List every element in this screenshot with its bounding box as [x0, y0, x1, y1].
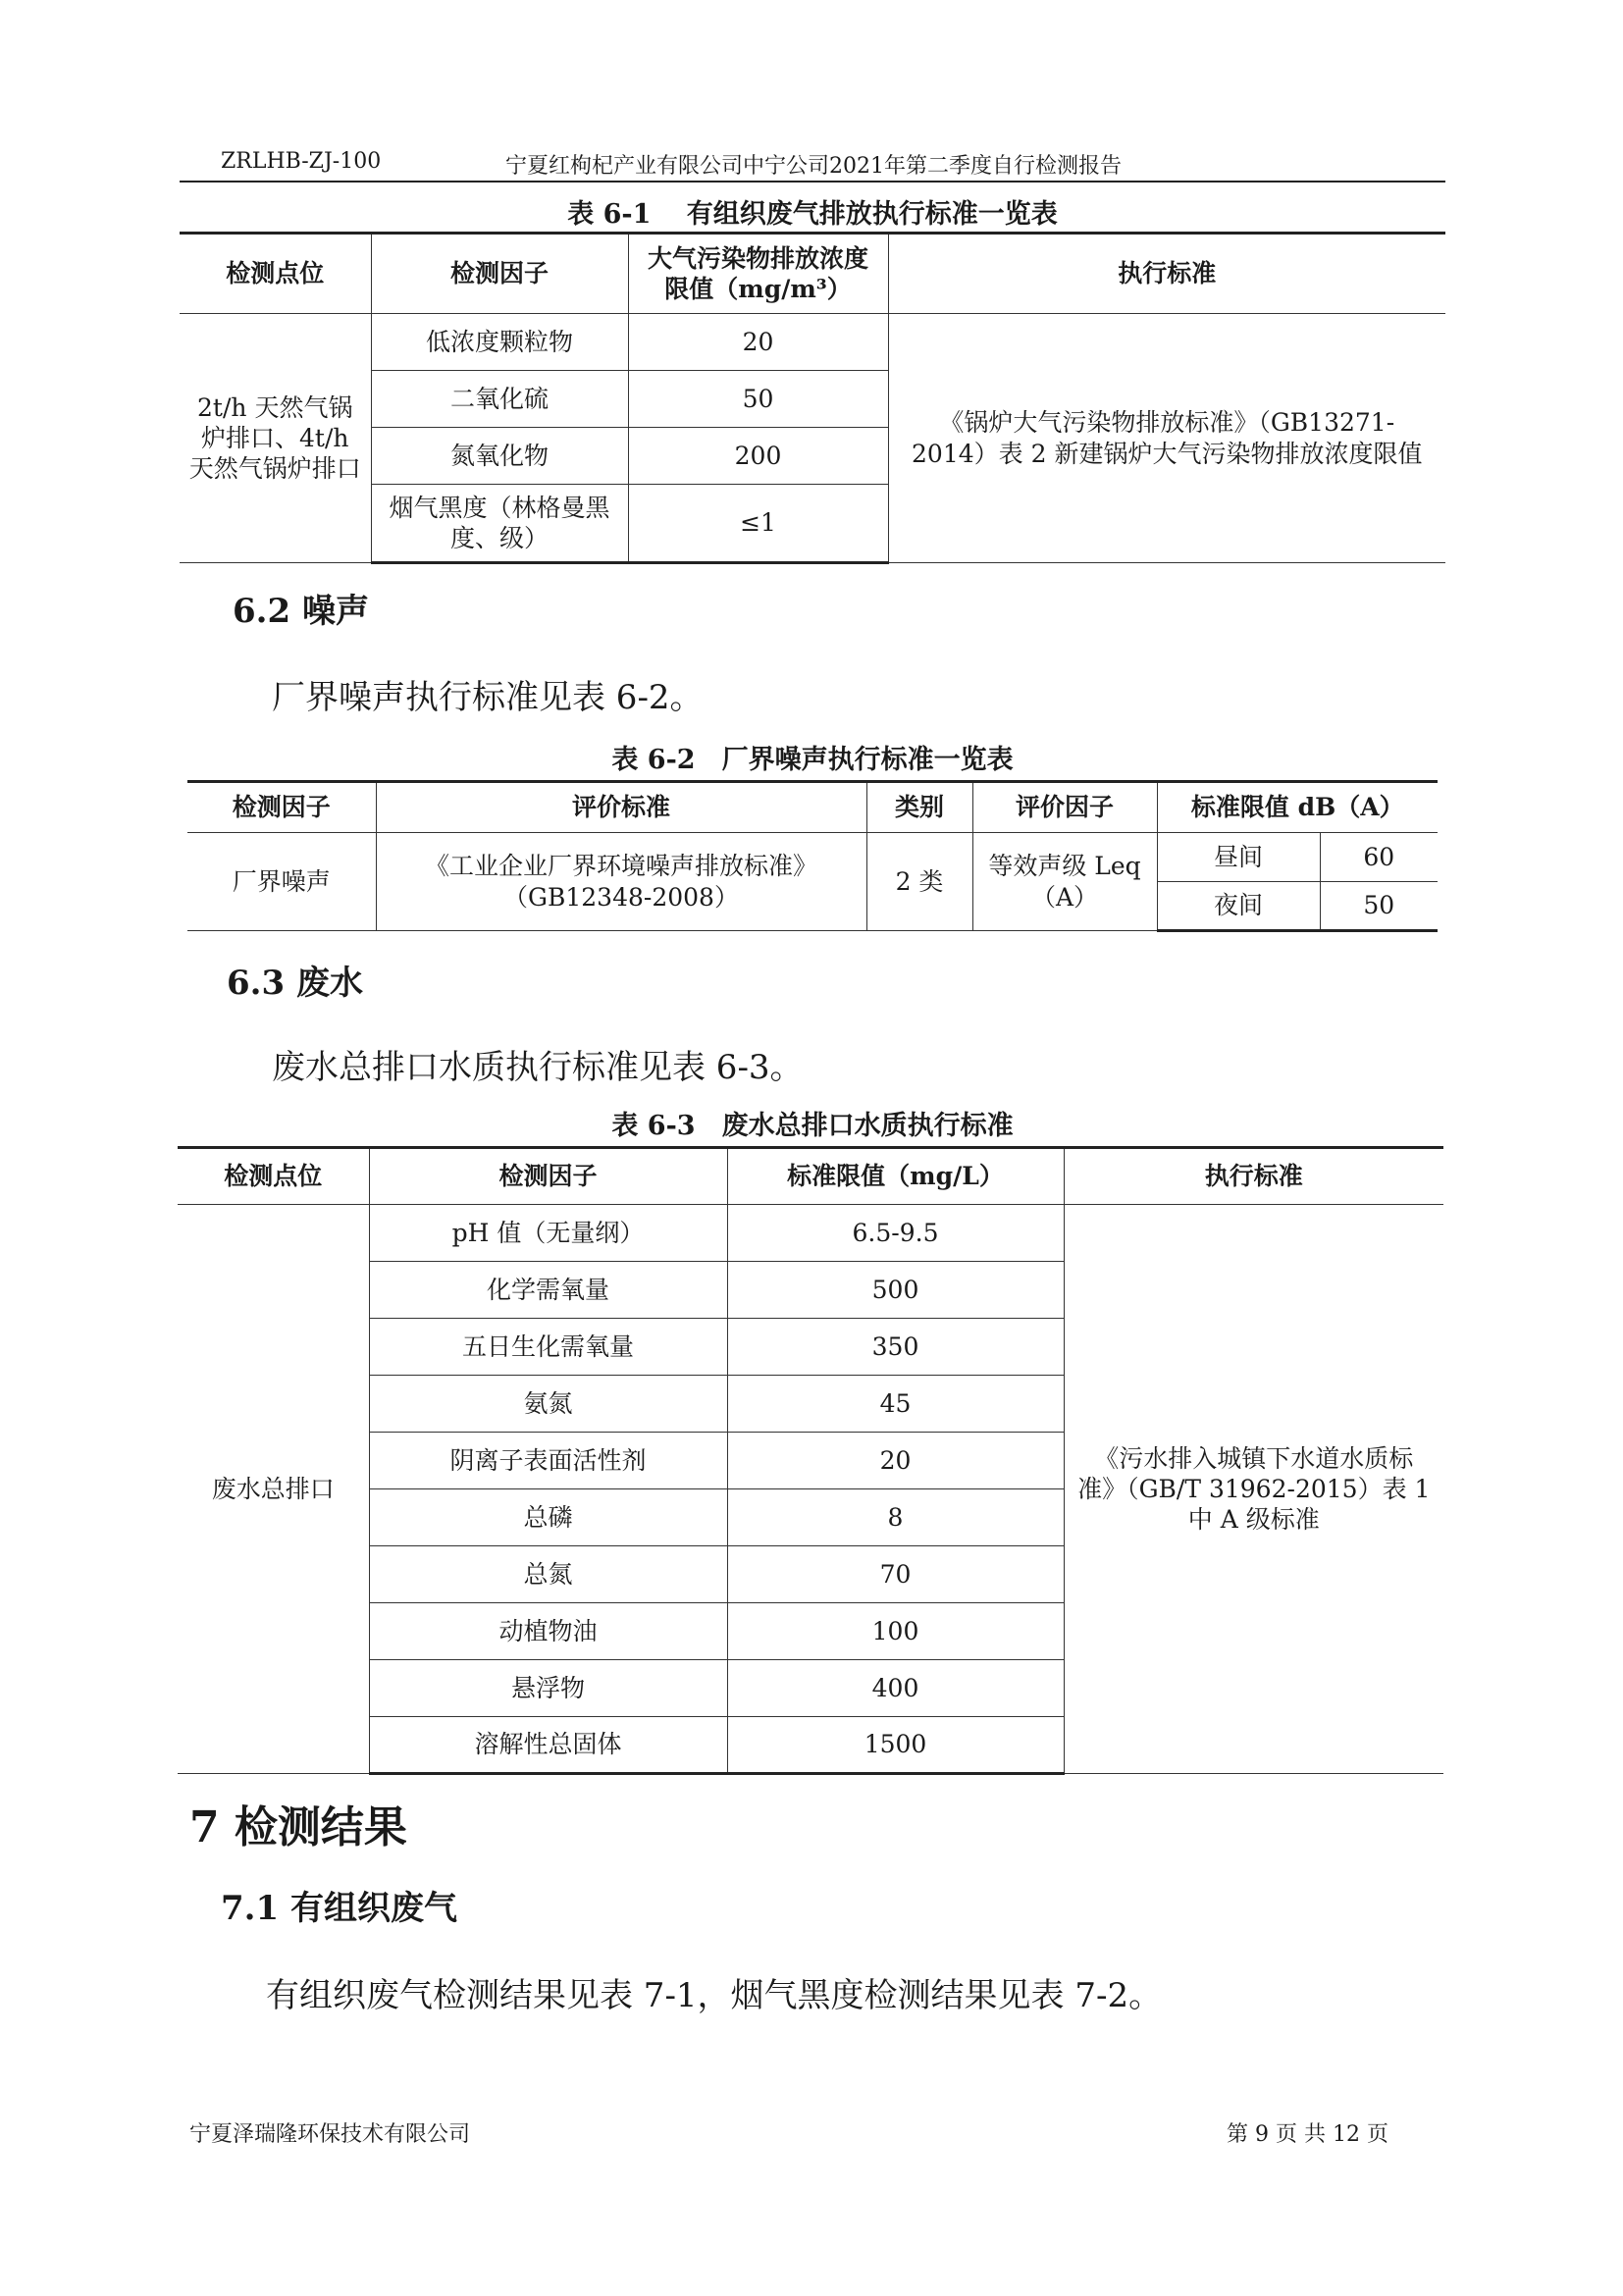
table-header-row: [187, 782, 1438, 833]
col-header-standard: 评价标准: [376, 782, 866, 833]
limit-cell: 20: [727, 1433, 1064, 1489]
standard-cell: 《锅炉大气污染物排放标准》（GB13271-2014）表 2 新建锅炉大气污染物排放浓度限值: [888, 314, 1445, 563]
section-7-heading: 7 检测结果: [189, 1802, 407, 1852]
factor-cell: 总氮: [369, 1546, 727, 1603]
table-6-1-caption: 表 6-1 有组织废气排放执行标准一览表: [567, 199, 1058, 230]
section-7-1-heading: 7.1 有组织废气: [221, 1889, 457, 1928]
factor-cell: 悬浮物: [369, 1660, 727, 1717]
table-row: [180, 314, 1445, 371]
noise-factor-cell: 厂界噪声: [187, 833, 376, 931]
monitoring-point-cell: 2t/h 天然气锅炉排口、4t/h 天然气锅炉排口: [180, 314, 371, 563]
factor-cell: 烟气黑度（林格曼黑度、级）: [371, 485, 628, 563]
col-header-point: 检测点位: [178, 1148, 369, 1205]
factor-cell: 阴离子表面活性剂: [369, 1433, 727, 1489]
limit-cell: ≤1: [628, 485, 888, 563]
noise-standard-cell: 《工业企业厂界环境噪声排放标准》（GB12348-2008）: [376, 833, 866, 931]
table-6-3: [178, 1146, 1443, 1775]
col-header-factor: 检测因子: [371, 234, 628, 314]
period-cell: 夜间: [1157, 882, 1320, 931]
factor-cell: 低浓度颗粒物: [371, 314, 628, 371]
col-header-limit: 标准限值 dB（A）: [1157, 782, 1438, 833]
limit-value-cell: 60: [1320, 833, 1438, 882]
period-cell: 昼间: [1157, 833, 1320, 882]
col-header-limit: 大气污染物排放浓度限值（mg/m³）: [628, 234, 888, 314]
limit-cell: 50: [628, 371, 888, 428]
col-header-factor: 检测因子: [187, 782, 376, 833]
limit-cell: 6.5-9.5: [727, 1205, 1064, 1262]
limit-cell: 70: [727, 1546, 1064, 1603]
limit-cell: 45: [727, 1376, 1064, 1433]
limit-cell: 200: [628, 428, 888, 485]
factor-cell: 化学需氧量: [369, 1262, 727, 1319]
col-header-factor: 检测因子: [369, 1148, 727, 1205]
limit-cell: 500: [727, 1262, 1064, 1319]
limit-cell: 1500: [727, 1717, 1064, 1774]
factor-cell: 二氧化硫: [371, 371, 628, 428]
col-header-eval-factor: 评价因子: [972, 782, 1157, 833]
section-6-3-text: 废水总排口水质执行标准见表 6-3。: [272, 1048, 804, 1087]
limit-cell: 100: [727, 1603, 1064, 1660]
col-header-category: 类别: [866, 782, 972, 833]
factor-cell: 动植物油: [369, 1603, 727, 1660]
header-rule: [180, 181, 1445, 183]
noise-category-cell: 2 类: [866, 833, 972, 931]
table-row: [187, 833, 1438, 882]
col-header-limit: 标准限值（mg/L）: [727, 1148, 1064, 1205]
table-6-2: [187, 780, 1438, 932]
col-header-standard: 执行标准: [1064, 1148, 1443, 1205]
table-header-row: [178, 1148, 1443, 1205]
factor-cell: 总磷: [369, 1489, 727, 1546]
section-7-1-text: 有组织废气检测结果见表 7-1，烟气黑度检测结果见表 7-2。: [266, 1976, 1163, 2015]
col-header-standard: 执行标准: [888, 234, 1445, 314]
section-6-2-text: 厂界噪声执行标准见表 6-2。: [272, 678, 704, 717]
section-6-3-heading: 6.3 废水: [227, 964, 363, 1003]
page-number: 第 9 页 共 12 页: [1227, 2122, 1388, 2147]
table-row: [178, 1205, 1443, 1262]
limit-cell: 8: [727, 1489, 1064, 1546]
monitoring-point-cell: 废水总排口: [178, 1205, 369, 1774]
noise-eval-factor-cell: 等效声级 Leq（A）: [972, 833, 1157, 931]
limit-cell: 400: [727, 1660, 1064, 1717]
col-header-point: 检测点位: [180, 234, 371, 314]
section-6-2-heading: 6.2 噪声: [233, 592, 369, 631]
factor-cell: pH 值（无量纲）: [369, 1205, 727, 1262]
limit-cell: 350: [727, 1319, 1064, 1376]
doc-code: ZRLHB-ZJ-100: [221, 149, 382, 174]
standard-cell: 《污水排入城镇下水道水质标准》（GB/T 31962-2015）表 1 中 A 级标准: [1064, 1205, 1443, 1774]
limit-cell: 20: [628, 314, 888, 371]
report-title: 宁夏红枸杞产业有限公司中宁公司2021年第二季度自行检测报告: [505, 154, 1122, 179]
footer-company: 宁夏泽瑞隆环保技术有限公司: [189, 2122, 471, 2147]
table-6-1: [180, 232, 1445, 564]
factor-cell: 氨氮: [369, 1376, 727, 1433]
table-6-2-caption: 表 6-2 厂界噪声执行标准一览表: [611, 745, 1014, 775]
table-6-3-caption: 表 6-3 废水总排口水质执行标准: [611, 1111, 1014, 1141]
table-header-row: [180, 234, 1445, 314]
limit-value-cell: 50: [1320, 882, 1438, 931]
factor-cell: 溶解性总固体: [369, 1717, 727, 1774]
factor-cell: 五日生化需氧量: [369, 1319, 727, 1376]
factor-cell: 氮氧化物: [371, 428, 628, 485]
